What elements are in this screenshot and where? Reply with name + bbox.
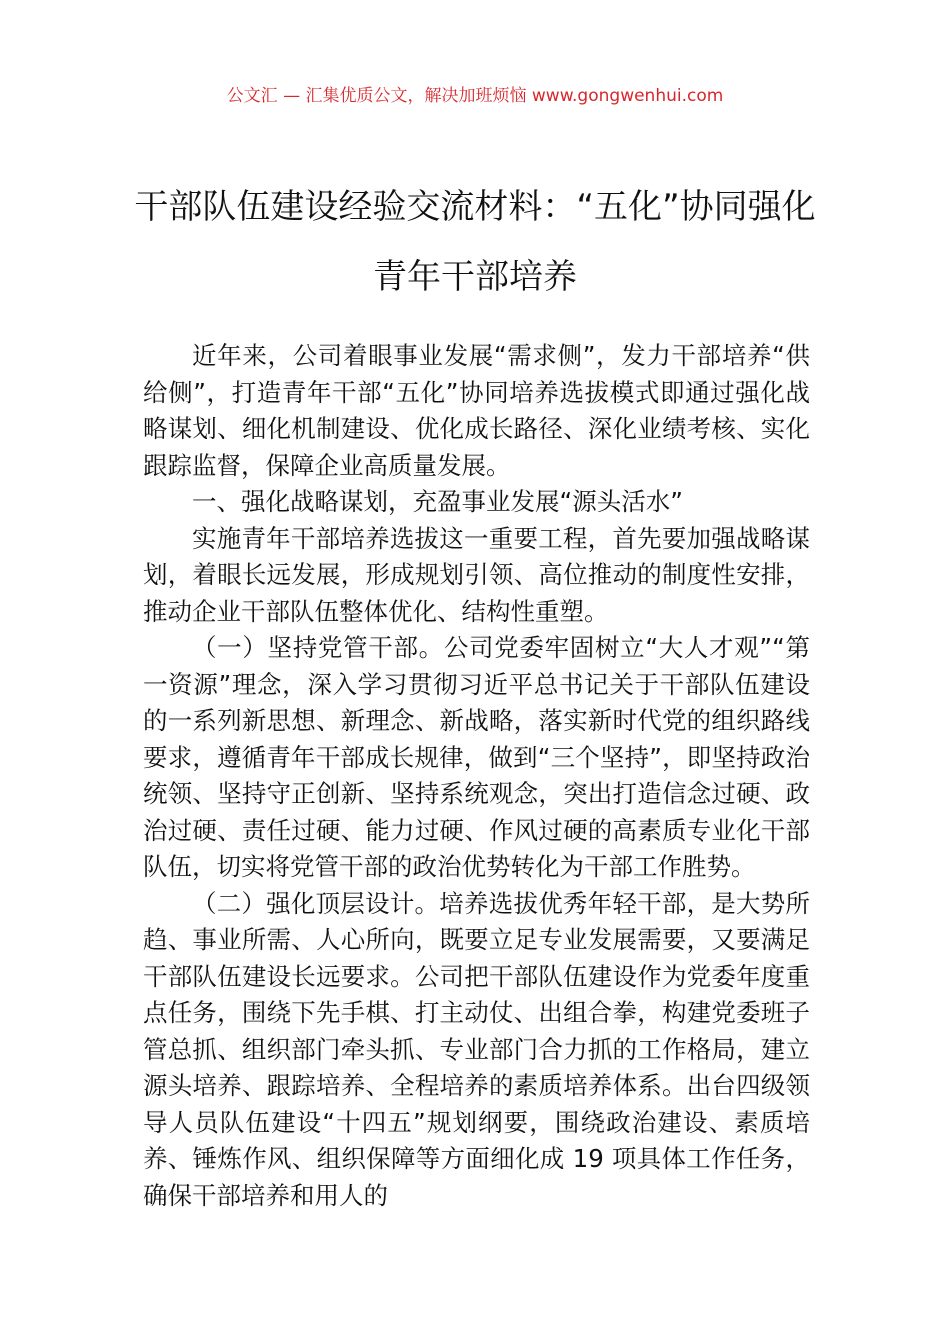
site-header-banner: 公文汇 — 汇集优质公文，解决加班烦恼 www.gongwenhui.com (226, 86, 724, 106)
document-body (143, 338, 810, 1214)
document-title: 干部队伍建设经验交流材料：“五化”协同强化青年干部培养 (134, 187, 816, 297)
paragraph-intro: 近年来，公司着眼事业发展“需求侧”，发力干部培养“供给侧”，打造青年干部“五化”协同培养选拔模式即通过强化战略谋划、细化机制建设、优化成长路径、深化业绩考核、实化跟踪监督，保障企业高质量发展。 (143, 341, 810, 480)
paragraph-section-1-intro: 实施青年干部培养选拔这一重要工程，首先要加强战略谋划，着眼长远发展，形成规划引领、高位推动的制度性安排，推动企业干部队伍整体优化、结构性重塑。 (143, 523, 810, 626)
section-heading-1: 一、强化战略谋划，充盈事业发展“源头活水” (192, 487, 683, 516)
paragraph-subsection-1: （一）坚持党管干部。公司党委牢固树立“大人才观”“第一资源”理念，深入学习贯彻习近平总书记关于干部队伍建设的一系列新思想、新理念、新战略，落实新时代党的组织路线要求，遵循青年干部成长规律，做到“三个坚持”，即坚持政治统领、坚持守正创新、坚持系统观念，突出打造信念过硬、政治过硬、责任过硬、能力过硬、作风过硬的高素质专业化干部队伍，切实将党管干部的政治优势转化为干部工作胜势。 (143, 633, 810, 881)
paragraph-subsection-2: （二）强化顶层设计。培养选拔优秀年轻干部，是大势所趋、事业所需、人心所向，既要立足专业发展需要，又要满足干部队伍建设长远要求。公司把干部队伍建设作为党委年度重点任务，围绕下先手棋、打主动仗、出组合拳，构建党委班子管总抓、组织部门牵头抓、专业部门合力抓的工作格局，建立源头培养、跟踪培养、全程培养的素质培养体系。出台四级领导人员队伍建设“十四五”规划纲要，围绕政治建设、素质培养、锤炼作风、组织保障等方面细化成 19 项具体工作任务，确保干部培养和用人的 (143, 888, 810, 1210)
